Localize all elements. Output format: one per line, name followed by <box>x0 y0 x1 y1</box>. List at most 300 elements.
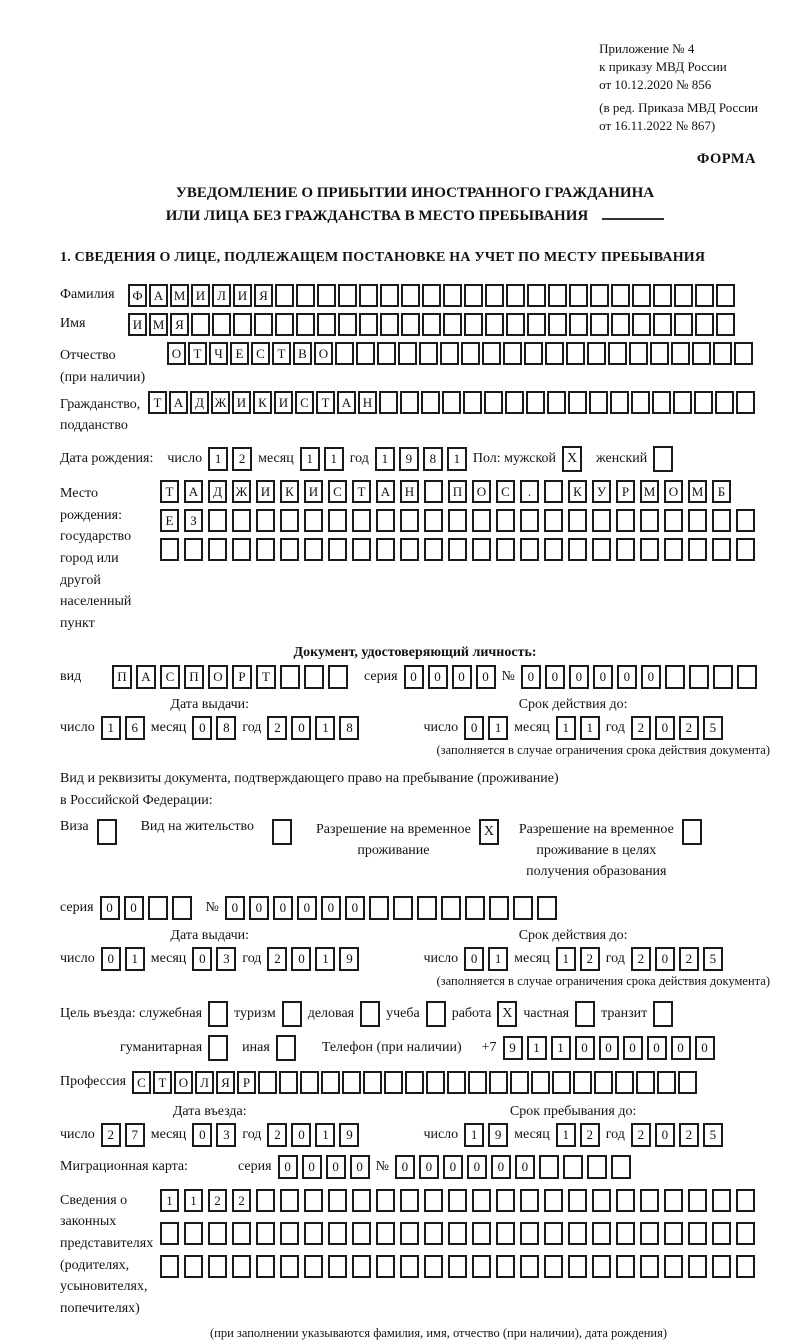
residence-permit-checkbox[interactable] <box>272 819 292 845</box>
birth-place-row3-cell[interactable] <box>376 538 395 561</box>
birth-place-row3-cell[interactable] <box>280 538 299 561</box>
profession-cell[interactable] <box>594 1071 613 1094</box>
birth-place-row3-cell[interactable] <box>208 538 227 561</box>
surname-cell[interactable]: М <box>170 284 189 307</box>
profession-cell[interactable] <box>615 1071 634 1094</box>
citizenship-cell[interactable] <box>526 391 545 414</box>
citizenship-cell[interactable] <box>610 391 629 414</box>
patronymic-cell[interactable] <box>545 342 564 365</box>
patronymic-cell[interactable] <box>524 342 543 365</box>
birth-place-row2-cell[interactable] <box>568 509 587 532</box>
birth-place-row2-cell[interactable]: З <box>184 509 203 532</box>
birth-place-row1-cell[interactable]: Ж <box>232 480 251 503</box>
citizenship-cell[interactable] <box>694 391 713 414</box>
doc-number-cell[interactable] <box>737 665 757 689</box>
rep-row3-cell[interactable] <box>328 1255 347 1278</box>
sex-male-checkbox[interactable]: X <box>562 446 582 472</box>
profession-cell[interactable] <box>426 1071 445 1094</box>
name-cell[interactable] <box>548 313 567 336</box>
birth-place-row3-cell[interactable] <box>232 538 251 561</box>
surname-cell[interactable]: Ф <box>128 284 147 307</box>
rep-row3-cell[interactable] <box>712 1255 731 1278</box>
rep-row2-cell[interactable] <box>592 1222 611 1245</box>
rep-row1-cell[interactable] <box>256 1189 275 1212</box>
doc-issue-day-cell[interactable]: 1 <box>101 716 121 740</box>
citizenship-cell[interactable] <box>631 391 650 414</box>
birth-place-row3-cell[interactable] <box>448 538 467 561</box>
birth-place-row2-cell[interactable] <box>208 509 227 532</box>
profession-cell[interactable]: О <box>174 1071 193 1094</box>
res-number-cell[interactable]: 0 <box>345 896 365 920</box>
name-cell[interactable] <box>191 313 210 336</box>
birth-place-row1-cell[interactable]: С <box>496 480 515 503</box>
citizenship-cell[interactable]: А <box>169 391 188 414</box>
rep-row1-cell[interactable]: 2 <box>208 1189 227 1212</box>
profession-cell[interactable] <box>447 1071 466 1094</box>
birth-place-row2-cell[interactable] <box>232 509 251 532</box>
rep-row2-cell[interactable] <box>616 1222 635 1245</box>
birth-place-row2-cell[interactable] <box>616 509 635 532</box>
name-cell[interactable] <box>695 313 714 336</box>
rep-row1-cell[interactable] <box>496 1189 515 1212</box>
birth-place-row2-cell[interactable] <box>664 509 683 532</box>
surname-cell[interactable] <box>653 284 672 307</box>
rep-row3-cell[interactable] <box>688 1255 707 1278</box>
res-issue-year-cell[interactable]: 0 <box>291 947 311 971</box>
doc-kind-cell[interactable] <box>280 665 300 689</box>
rep-row1-cell[interactable] <box>592 1189 611 1212</box>
birth-place-row2-cell[interactable] <box>400 509 419 532</box>
birth-place-row3-cell[interactable] <box>256 538 275 561</box>
rep-row3-cell[interactable] <box>640 1255 659 1278</box>
doc-number-cell[interactable] <box>713 665 733 689</box>
doc-issue-day-cell[interactable]: 6 <box>125 716 145 740</box>
birth-place-row1-cell[interactable]: А <box>184 480 203 503</box>
doc-valid-year-cell[interactable]: 0 <box>655 716 675 740</box>
patronymic-cell[interactable] <box>650 342 669 365</box>
rep-row3-cell[interactable] <box>352 1255 371 1278</box>
doc-kind-cell[interactable]: Р <box>232 665 252 689</box>
res-valid-year-cell[interactable]: 0 <box>655 947 675 971</box>
doc-number-cell[interactable]: 0 <box>521 665 541 689</box>
surname-cell[interactable] <box>338 284 357 307</box>
birth-year-cell[interactable]: 1 <box>375 447 395 471</box>
profession-cell[interactable] <box>573 1071 592 1094</box>
doc-number-cell[interactable]: 0 <box>569 665 589 689</box>
birth-place-row1-cell[interactable]: П <box>448 480 467 503</box>
surname-cell[interactable] <box>359 284 378 307</box>
birth-place-row1-cell[interactable]: Б <box>712 480 731 503</box>
citizenship-cell[interactable] <box>652 391 671 414</box>
mig-number-cell[interactable]: 0 <box>467 1155 487 1179</box>
profession-cell[interactable] <box>678 1071 697 1094</box>
birth-place-row2-cell[interactable] <box>256 509 275 532</box>
rep-row2-cell[interactable] <box>184 1222 203 1245</box>
surname-cell[interactable] <box>695 284 714 307</box>
birth-place-row2-cell[interactable] <box>688 509 707 532</box>
surname-cell[interactable] <box>632 284 651 307</box>
birth-place-row3-cell[interactable] <box>160 538 179 561</box>
res-valid-day-cell[interactable]: 0 <box>464 947 484 971</box>
mig-number-cell[interactable]: 0 <box>419 1155 439 1179</box>
profession-cell[interactable]: Я <box>216 1071 235 1094</box>
res-number-cell[interactable]: 0 <box>225 896 245 920</box>
purpose-other-checkbox[interactable] <box>276 1035 296 1061</box>
rep-row3-cell[interactable] <box>160 1255 179 1278</box>
rep-row1-cell[interactable] <box>424 1189 443 1212</box>
rep-row2-cell[interactable] <box>424 1222 443 1245</box>
mig-number-cell[interactable] <box>587 1155 607 1179</box>
res-issue-year-cell[interactable]: 2 <box>267 947 287 971</box>
surname-cell[interactable]: А <box>149 284 168 307</box>
birth-place-row3-cell[interactable] <box>712 538 731 561</box>
res-number-cell[interactable] <box>369 896 389 920</box>
birth-place-row2-cell[interactable] <box>640 509 659 532</box>
phone-cell[interactable]: 1 <box>551 1036 571 1060</box>
birth-place-row2-cell[interactable] <box>448 509 467 532</box>
rep-row2-cell[interactable] <box>520 1222 539 1245</box>
citizenship-cell[interactable]: А <box>337 391 356 414</box>
rep-row3-cell[interactable] <box>208 1255 227 1278</box>
profession-cell[interactable]: Р <box>237 1071 256 1094</box>
phone-cell[interactable]: 0 <box>575 1036 595 1060</box>
sex-female-checkbox[interactable] <box>653 446 673 472</box>
patronymic-cell[interactable] <box>482 342 501 365</box>
res-number-cell[interactable] <box>465 896 485 920</box>
rep-row2-cell[interactable] <box>472 1222 491 1245</box>
citizenship-cell[interactable] <box>715 391 734 414</box>
rep-row2-cell[interactable] <box>568 1222 587 1245</box>
birth-place-row2-cell[interactable] <box>424 509 443 532</box>
rep-row2-cell[interactable] <box>544 1222 563 1245</box>
surname-cell[interactable] <box>590 284 609 307</box>
mig-series-cell[interactable]: 0 <box>326 1155 346 1179</box>
citizenship-cell[interactable] <box>484 391 503 414</box>
birth-place-row1-cell[interactable]: Т <box>352 480 371 503</box>
citizenship-cell[interactable]: И <box>232 391 251 414</box>
surname-cell[interactable]: Я <box>254 284 273 307</box>
birth-place-row1-cell[interactable]: . <box>520 480 539 503</box>
birth-place-row2-cell[interactable] <box>736 509 755 532</box>
rep-row2-cell[interactable] <box>232 1222 251 1245</box>
stay-year-cell[interactable]: 2 <box>631 1123 651 1147</box>
res-number-cell[interactable]: 0 <box>249 896 269 920</box>
name-cell[interactable] <box>275 313 294 336</box>
birth-place-row1-cell[interactable]: И <box>256 480 275 503</box>
rep-row2-cell[interactable] <box>328 1222 347 1245</box>
birth-month-cell[interactable]: 1 <box>300 447 320 471</box>
patronymic-cell[interactable] <box>713 342 732 365</box>
res-series-cell[interactable] <box>172 896 192 920</box>
name-cell[interactable] <box>338 313 357 336</box>
citizenship-cell[interactable] <box>379 391 398 414</box>
surname-cell[interactable] <box>485 284 504 307</box>
patronymic-cell[interactable] <box>734 342 753 365</box>
res-number-cell[interactable] <box>489 896 509 920</box>
res-valid-year-cell[interactable]: 2 <box>631 947 651 971</box>
birth-day-cell[interactable]: 1 <box>208 447 228 471</box>
citizenship-cell[interactable] <box>421 391 440 414</box>
res-valid-year-cell[interactable]: 5 <box>703 947 723 971</box>
res-issue-month-cell[interactable]: 3 <box>216 947 236 971</box>
rep-row3-cell[interactable] <box>592 1255 611 1278</box>
name-cell[interactable] <box>212 313 231 336</box>
birth-place-row2-cell[interactable] <box>472 509 491 532</box>
name-cell[interactable] <box>233 313 252 336</box>
rep-row2-cell[interactable] <box>400 1222 419 1245</box>
rep-row2-cell[interactable] <box>376 1222 395 1245</box>
name-cell[interactable] <box>317 313 336 336</box>
entry-day-cell[interactable]: 2 <box>101 1123 121 1147</box>
birth-place-row1-cell[interactable]: У <box>592 480 611 503</box>
res-series-cell[interactable] <box>148 896 168 920</box>
name-cell[interactable] <box>464 313 483 336</box>
res-issue-month-cell[interactable]: 0 <box>192 947 212 971</box>
doc-series-cell[interactable]: 0 <box>452 665 472 689</box>
profession-cell[interactable] <box>279 1071 298 1094</box>
rep-row3-cell[interactable] <box>424 1255 443 1278</box>
rep-row3-cell[interactable] <box>232 1255 251 1278</box>
patronymic-cell[interactable] <box>671 342 690 365</box>
doc-valid-month-cell[interactable]: 1 <box>580 716 600 740</box>
rep-row1-cell[interactable] <box>640 1189 659 1212</box>
rep-row3-cell[interactable] <box>496 1255 515 1278</box>
rep-row1-cell[interactable] <box>712 1189 731 1212</box>
purpose-tourism-checkbox[interactable] <box>282 1001 302 1027</box>
rep-row1-cell[interactable] <box>472 1189 491 1212</box>
profession-cell[interactable] <box>300 1071 319 1094</box>
doc-valid-day-cell[interactable]: 0 <box>464 716 484 740</box>
profession-cell[interactable] <box>363 1071 382 1094</box>
birth-place-row3-cell[interactable] <box>184 538 203 561</box>
citizenship-cell[interactable] <box>589 391 608 414</box>
doc-valid-month-cell[interactable]: 1 <box>556 716 576 740</box>
rep-row3-cell[interactable] <box>520 1255 539 1278</box>
doc-number-cell[interactable]: 0 <box>593 665 613 689</box>
surname-cell[interactable] <box>443 284 462 307</box>
surname-cell[interactable] <box>611 284 630 307</box>
purpose-study-checkbox[interactable] <box>426 1001 446 1027</box>
birth-place-row3-cell[interactable] <box>640 538 659 561</box>
surname-cell[interactable] <box>275 284 294 307</box>
rep-row2-cell[interactable] <box>208 1222 227 1245</box>
doc-issue-month-cell[interactable]: 0 <box>192 716 212 740</box>
patronymic-cell[interactable] <box>608 342 627 365</box>
rep-row2-cell[interactable] <box>688 1222 707 1245</box>
rep-row3-cell[interactable] <box>280 1255 299 1278</box>
res-number-cell[interactable] <box>537 896 557 920</box>
doc-issue-year-cell[interactable]: 8 <box>339 716 359 740</box>
rep-row2-cell[interactable] <box>712 1222 731 1245</box>
doc-series-cell[interactable]: 0 <box>428 665 448 689</box>
res-number-cell[interactable] <box>513 896 533 920</box>
rep-row2-cell[interactable] <box>448 1222 467 1245</box>
profession-cell[interactable] <box>510 1071 529 1094</box>
surname-cell[interactable]: И <box>233 284 252 307</box>
mig-number-cell[interactable] <box>611 1155 631 1179</box>
surname-cell[interactable] <box>548 284 567 307</box>
stay-month-cell[interactable]: 2 <box>580 1123 600 1147</box>
patronymic-cell[interactable] <box>398 342 417 365</box>
rep-row1-cell[interactable] <box>664 1189 683 1212</box>
rep-row3-cell[interactable] <box>304 1255 323 1278</box>
rep-row1-cell[interactable] <box>376 1189 395 1212</box>
birth-place-row2-cell[interactable] <box>520 509 539 532</box>
doc-valid-year-cell[interactable]: 5 <box>703 716 723 740</box>
mig-number-cell[interactable] <box>563 1155 583 1179</box>
surname-cell[interactable] <box>527 284 546 307</box>
citizenship-cell[interactable]: Н <box>358 391 377 414</box>
rep-row1-cell[interactable] <box>568 1189 587 1212</box>
name-cell[interactable]: Я <box>170 313 189 336</box>
doc-issue-year-cell[interactable]: 1 <box>315 716 335 740</box>
birth-place-row3-cell[interactable] <box>496 538 515 561</box>
rep-row1-cell[interactable]: 1 <box>184 1189 203 1212</box>
doc-kind-cell[interactable]: С <box>160 665 180 689</box>
res-number-cell[interactable]: 0 <box>297 896 317 920</box>
doc-number-cell[interactable] <box>689 665 709 689</box>
doc-kind-cell[interactable]: О <box>208 665 228 689</box>
rep-row1-cell[interactable]: 2 <box>232 1189 251 1212</box>
birth-place-row1-cell[interactable]: Т <box>160 480 179 503</box>
birth-place-row3-cell[interactable] <box>328 538 347 561</box>
rep-row1-cell[interactable]: 1 <box>160 1189 179 1212</box>
name-cell[interactable]: М <box>149 313 168 336</box>
doc-issue-month-cell[interactable]: 8 <box>216 716 236 740</box>
birth-place-row1-cell[interactable]: К <box>568 480 587 503</box>
patronymic-cell[interactable] <box>440 342 459 365</box>
surname-cell[interactable] <box>506 284 525 307</box>
patronymic-cell[interactable] <box>692 342 711 365</box>
entry-year-cell[interactable]: 1 <box>315 1123 335 1147</box>
stay-year-cell[interactable]: 0 <box>655 1123 675 1147</box>
surname-cell[interactable] <box>674 284 693 307</box>
doc-valid-day-cell[interactable]: 1 <box>488 716 508 740</box>
phone-cell[interactable]: 0 <box>647 1036 667 1060</box>
birth-place-row2-cell[interactable] <box>544 509 563 532</box>
purpose-private-checkbox[interactable] <box>575 1001 595 1027</box>
purpose-business-checkbox[interactable] <box>360 1001 380 1027</box>
profession-cell[interactable] <box>657 1071 676 1094</box>
profession-cell[interactable]: С <box>132 1071 151 1094</box>
name-cell[interactable] <box>611 313 630 336</box>
birth-place-row2-cell[interactable] <box>328 509 347 532</box>
phone-cell[interactable]: 0 <box>599 1036 619 1060</box>
name-cell[interactable] <box>254 313 273 336</box>
birth-place-row3-cell[interactable] <box>736 538 755 561</box>
birth-place-row1-cell[interactable] <box>544 480 563 503</box>
profession-cell[interactable] <box>258 1071 277 1094</box>
mig-number-cell[interactable] <box>539 1155 559 1179</box>
birth-year-cell[interactable]: 8 <box>423 447 443 471</box>
entry-year-cell[interactable]: 2 <box>267 1123 287 1147</box>
res-issue-day-cell[interactable]: 1 <box>125 947 145 971</box>
res-series-cell[interactable]: 0 <box>100 896 120 920</box>
rep-row1-cell[interactable] <box>328 1189 347 1212</box>
patronymic-cell[interactable] <box>377 342 396 365</box>
birth-place-row2-cell[interactable] <box>352 509 371 532</box>
name-cell[interactable] <box>485 313 504 336</box>
surname-cell[interactable]: И <box>191 284 210 307</box>
mig-number-cell[interactable]: 0 <box>443 1155 463 1179</box>
citizenship-cell[interactable] <box>442 391 461 414</box>
surname-cell[interactable] <box>296 284 315 307</box>
patronymic-cell[interactable] <box>419 342 438 365</box>
rep-row3-cell[interactable] <box>448 1255 467 1278</box>
rep-row1-cell[interactable] <box>544 1189 563 1212</box>
name-cell[interactable] <box>422 313 441 336</box>
patronymic-cell[interactable] <box>461 342 480 365</box>
phone-cell[interactable]: 0 <box>671 1036 691 1060</box>
rep-row3-cell[interactable] <box>400 1255 419 1278</box>
birth-place-row2-cell[interactable] <box>592 509 611 532</box>
stay-day-cell[interactable]: 1 <box>464 1123 484 1147</box>
res-valid-month-cell[interactable]: 2 <box>580 947 600 971</box>
name-cell[interactable]: И <box>128 313 147 336</box>
birth-place-row1-cell[interactable]: К <box>280 480 299 503</box>
birth-place-row3-cell[interactable] <box>688 538 707 561</box>
patronymic-cell[interactable]: Е <box>230 342 249 365</box>
temp-residence-edu-checkbox[interactable] <box>682 819 702 845</box>
phone-cell[interactable]: 0 <box>623 1036 643 1060</box>
doc-number-cell[interactable]: 0 <box>641 665 661 689</box>
birth-year-cell[interactable]: 9 <box>399 447 419 471</box>
rep-row3-cell[interactable] <box>664 1255 683 1278</box>
patronymic-cell[interactable]: О <box>314 342 333 365</box>
doc-number-cell[interactable]: 0 <box>617 665 637 689</box>
entry-month-cell[interactable]: 3 <box>216 1123 236 1147</box>
birth-place-row1-cell[interactable]: О <box>472 480 491 503</box>
citizenship-cell[interactable] <box>400 391 419 414</box>
citizenship-cell[interactable] <box>673 391 692 414</box>
stay-year-cell[interactable]: 5 <box>703 1123 723 1147</box>
mig-number-cell[interactable]: 0 <box>491 1155 511 1179</box>
birth-day-cell[interactable]: 2 <box>232 447 252 471</box>
doc-kind-cell[interactable]: П <box>112 665 132 689</box>
rep-row1-cell[interactable] <box>352 1189 371 1212</box>
res-valid-month-cell[interactable]: 1 <box>556 947 576 971</box>
name-cell[interactable] <box>527 313 546 336</box>
res-issue-year-cell[interactable]: 1 <box>315 947 335 971</box>
profession-cell[interactable]: Т <box>153 1071 172 1094</box>
surname-cell[interactable] <box>464 284 483 307</box>
patronymic-cell[interactable]: С <box>251 342 270 365</box>
birth-year-cell[interactable]: 1 <box>447 447 467 471</box>
rep-row3-cell[interactable] <box>568 1255 587 1278</box>
doc-valid-year-cell[interactable]: 2 <box>631 716 651 740</box>
name-cell[interactable] <box>590 313 609 336</box>
rep-row1-cell[interactable] <box>520 1189 539 1212</box>
name-cell[interactable] <box>674 313 693 336</box>
rep-row3-cell[interactable] <box>376 1255 395 1278</box>
res-valid-day-cell[interactable]: 1 <box>488 947 508 971</box>
res-number-cell[interactable]: 0 <box>273 896 293 920</box>
surname-cell[interactable]: Л <box>212 284 231 307</box>
patronymic-cell[interactable]: Т <box>188 342 207 365</box>
doc-kind-cell[interactable]: А <box>136 665 156 689</box>
surname-cell[interactable] <box>380 284 399 307</box>
rep-row2-cell[interactable] <box>160 1222 179 1245</box>
name-cell[interactable] <box>569 313 588 336</box>
birth-place-row1-cell[interactable]: М <box>640 480 659 503</box>
name-cell[interactable] <box>443 313 462 336</box>
birth-place-row3-cell[interactable] <box>568 538 587 561</box>
rep-row2-cell[interactable] <box>664 1222 683 1245</box>
rep-row2-cell[interactable] <box>640 1222 659 1245</box>
birth-place-row3-cell[interactable] <box>592 538 611 561</box>
surname-cell[interactable] <box>401 284 420 307</box>
rep-row2-cell[interactable] <box>256 1222 275 1245</box>
